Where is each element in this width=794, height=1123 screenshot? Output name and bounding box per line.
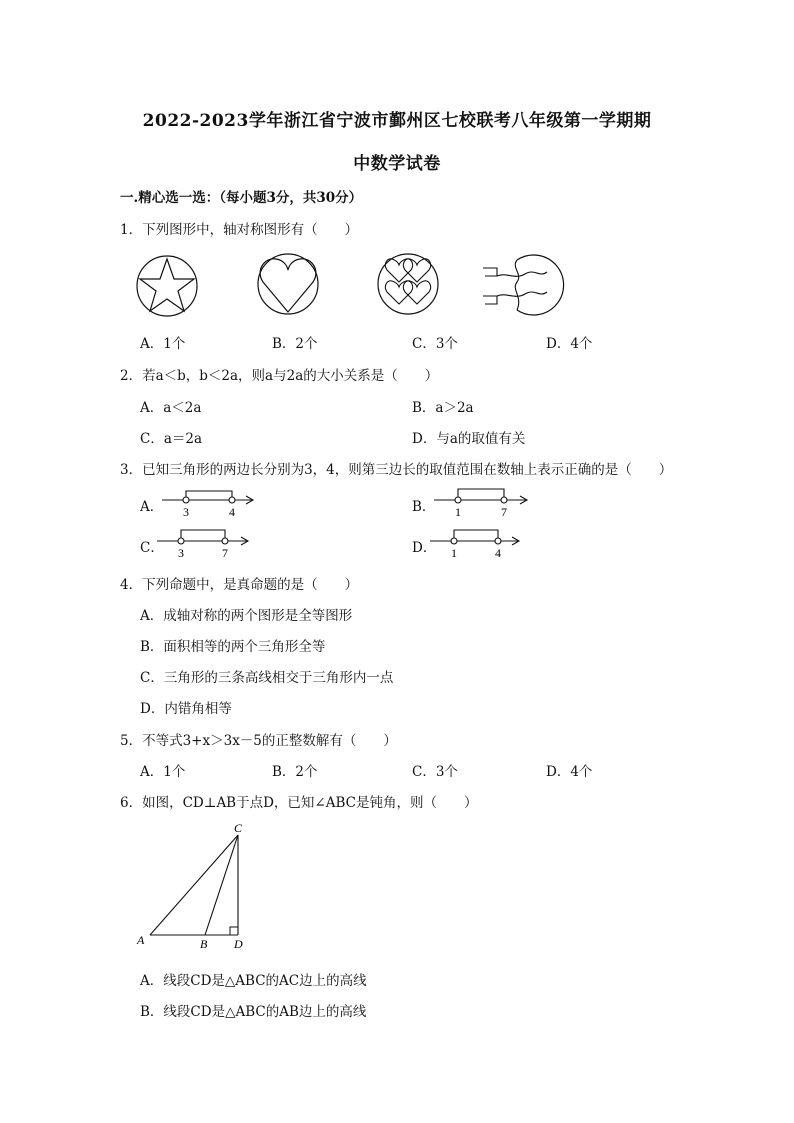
question-5-option-c[interactable]: C．3个 (412, 764, 458, 780)
question-4-stem: 4．下列命题中，是真命题的是（ ） (120, 577, 359, 593)
question-1-option-b[interactable]: B．2个 (272, 336, 318, 352)
question-6-stem: 6．如图，CD⊥AB于点D，已知∠ABC是钝角，则（ ） (120, 795, 478, 811)
option-a-left-tick: 3 (183, 505, 189, 519)
point-label-c: C (234, 821, 243, 835)
question-4-option-a[interactable]: A．成轴对称的两个图形是全等图形 (140, 608, 353, 624)
question-3-option-a-label[interactable]: A． (140, 499, 164, 515)
question-1-option-a[interactable]: A．1个 (140, 336, 186, 352)
question-5-option-a[interactable]: A．1个 (140, 764, 186, 780)
question-1-option-d[interactable]: D．4个 (546, 336, 593, 352)
star-in-circle-figure (137, 256, 197, 316)
question-2-option-a[interactable]: A．a＜2a (140, 400, 202, 416)
question-3-stem: 3．已知三角形的两边长分别为3，4，则第三边长的取值范围在数轴上表示正确的是（ ） (120, 462, 673, 478)
option-c-right-tick: 7 (222, 546, 228, 560)
question-1-option-c[interactable]: C．3个 (412, 336, 458, 352)
option-a-right-tick: 4 (229, 505, 235, 519)
segment-bc (205, 835, 238, 935)
option-b-right-tick: 7 (501, 505, 507, 519)
option-d-left-tick: 1 (451, 546, 457, 560)
hearts-in-circle-figure (378, 254, 438, 314)
point-label-b: B (200, 937, 208, 951)
right-angle-mark (230, 927, 238, 935)
question-2-option-b[interactable]: B．a＞2a (412, 400, 474, 416)
segment-ac (150, 835, 238, 935)
question-4-option-d[interactable]: D．内错角相等 (140, 701, 232, 717)
question-2-option-c[interactable]: C．a＝2a (140, 431, 203, 447)
option-c-left-tick: 3 (178, 546, 184, 560)
question-5-option-d[interactable]: D．4个 (546, 764, 593, 780)
section-heading: 一.精心选一选：（每小题3分，共30分） (120, 190, 363, 206)
option-d-right-tick: 4 (495, 546, 501, 560)
question-1-figures (135, 252, 565, 322)
question-5-stem: 5．不等式3+x＞3x－5的正整数解有（ ） (120, 733, 397, 749)
question-3-option-b-number-line (432, 483, 532, 519)
exam-title-line1: 2022-2023学年浙江省宁波市鄞州区七校联考八年级第一学期期 (142, 111, 652, 131)
question-6-option-b[interactable]: B．线段CD是△ABC的AB边上的高线 (140, 1004, 367, 1020)
question-6-triangle-figure (130, 818, 260, 954)
question-4-option-c[interactable]: C．三角形的三条高线相交于三角形内一点 (140, 670, 394, 686)
question-2-option-d[interactable]: D．与a的取值有关 (412, 431, 526, 447)
question-6-option-a[interactable]: A．线段CD是△ABC的AC边上的高线 (140, 973, 367, 989)
question-3-option-d-number-line (428, 524, 528, 560)
question-2-stem: 2．若a＜b，b＜2a，则a与2a的大小关系是（ ） (120, 368, 439, 384)
question-3-option-a-number-line (160, 486, 260, 520)
question-1-stem: 1．下列图形中，轴对称图形有（ ） (120, 222, 359, 238)
option-b-left-tick: 1 (455, 505, 461, 519)
point-label-d: D (234, 937, 243, 951)
question-3-option-d-label[interactable]: D． (412, 540, 437, 556)
question-3-option-c-label[interactable]: C． (140, 540, 164, 556)
exam-title-line2: 中数学试卷 (353, 154, 441, 174)
question-3-option-b-label[interactable]: B． (412, 499, 436, 515)
question-3-option-c-number-line (155, 524, 255, 560)
question-4-option-b[interactable]: B．面积相等的两个三角形全等 (140, 639, 326, 655)
point-label-a: A (137, 933, 145, 947)
question-5-option-b[interactable]: B．2个 (272, 764, 318, 780)
wave-in-circle-figure (483, 255, 564, 315)
heart-in-circle-figure (258, 254, 318, 314)
